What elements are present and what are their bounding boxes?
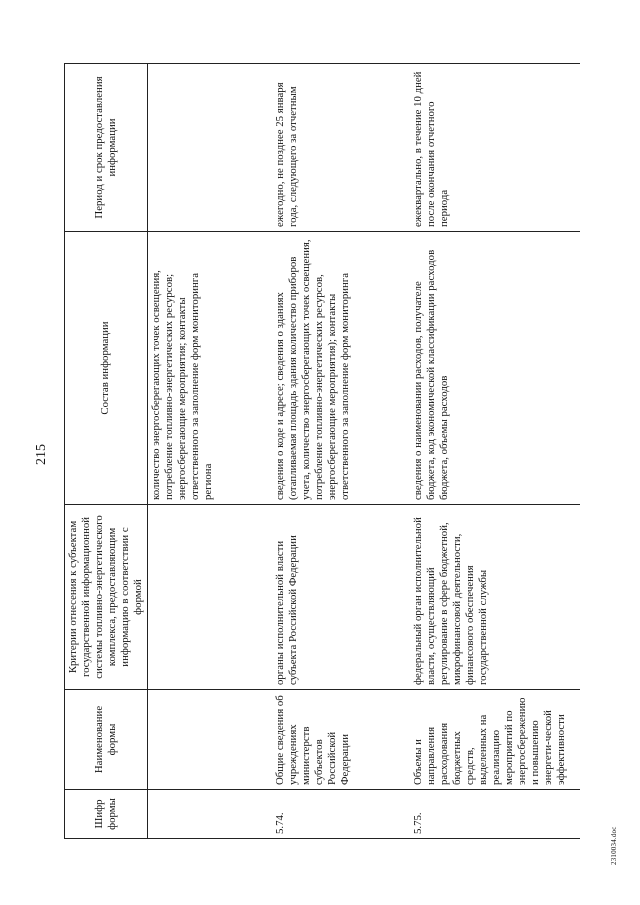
cell-code: 5.74. xyxy=(272,790,410,839)
table-header-row xyxy=(65,64,148,839)
cell-period: ежегодно, не позднее 25 января года, следующего за отчетным xyxy=(272,64,410,232)
cell-name xyxy=(147,690,272,790)
cell-period: ежеквартально, в течение 10 дней после окончания отчетного периода xyxy=(410,64,580,232)
footer-filename: 2310034.doc xyxy=(610,826,618,865)
cell-criteria: органы исполнительной власти субъекта Российской Федерации xyxy=(272,505,410,690)
header-period: Период и срок предоставления информации xyxy=(65,64,148,232)
cell-criteria: федеральный орган исполнительной власти, осуществляющий регулирование в сфере бюджетной, микрофинансовой деятельности, финансового обеспечения государственной службы xyxy=(410,505,580,690)
table-row xyxy=(147,64,272,839)
cell-name: Объемы и направления расходования бюджетных средств, выделенных на реализацию мероприятий по энергосбережению и повышению энергети-ческой эффективности xyxy=(410,690,580,790)
table-row xyxy=(410,64,580,839)
header-content: Состав информации xyxy=(65,232,148,505)
cell-criteria xyxy=(147,505,272,690)
header-criteria: Критерии отнесения к субъектам государственной информационной системы топливно-энергетического комплекса, предоставляющим информацию в соответствии с формой xyxy=(65,505,148,690)
table-row xyxy=(272,64,410,839)
cell-period xyxy=(147,64,272,232)
cell-content: количество энергосберегающих точек освещения, потребление топливно-энергетических ресурсов; энергосберегающие мероприятия; контакты ответственного за заполнение форм мониторинга региона xyxy=(147,232,272,505)
cell-content: сведения о наименовании расходов, получателе бюджета, код экономической классификации расходов бюджета, объемы расходов xyxy=(410,232,580,505)
page-number: 215 xyxy=(34,444,49,465)
cell-name: Общие сведения об учреждениях министерств субъектов Российской Федерации xyxy=(272,690,410,790)
cell-code xyxy=(147,790,272,839)
header-code: Шифр формы xyxy=(65,790,148,839)
cell-content: сведения о коде и адресе; сведения о зданиях (отапливаемая площадь здания количество приборов учета, количество энергосберегающих точек освещения, потребление топливно-энергетических ресурсов, энергосберегающие мероприятия); контакты ответственного за заполнение форм мониторинга xyxy=(272,232,410,505)
cell-code: 5.75. xyxy=(410,790,580,839)
header-name: Наименование формы xyxy=(65,690,148,790)
forms-table xyxy=(64,63,580,839)
